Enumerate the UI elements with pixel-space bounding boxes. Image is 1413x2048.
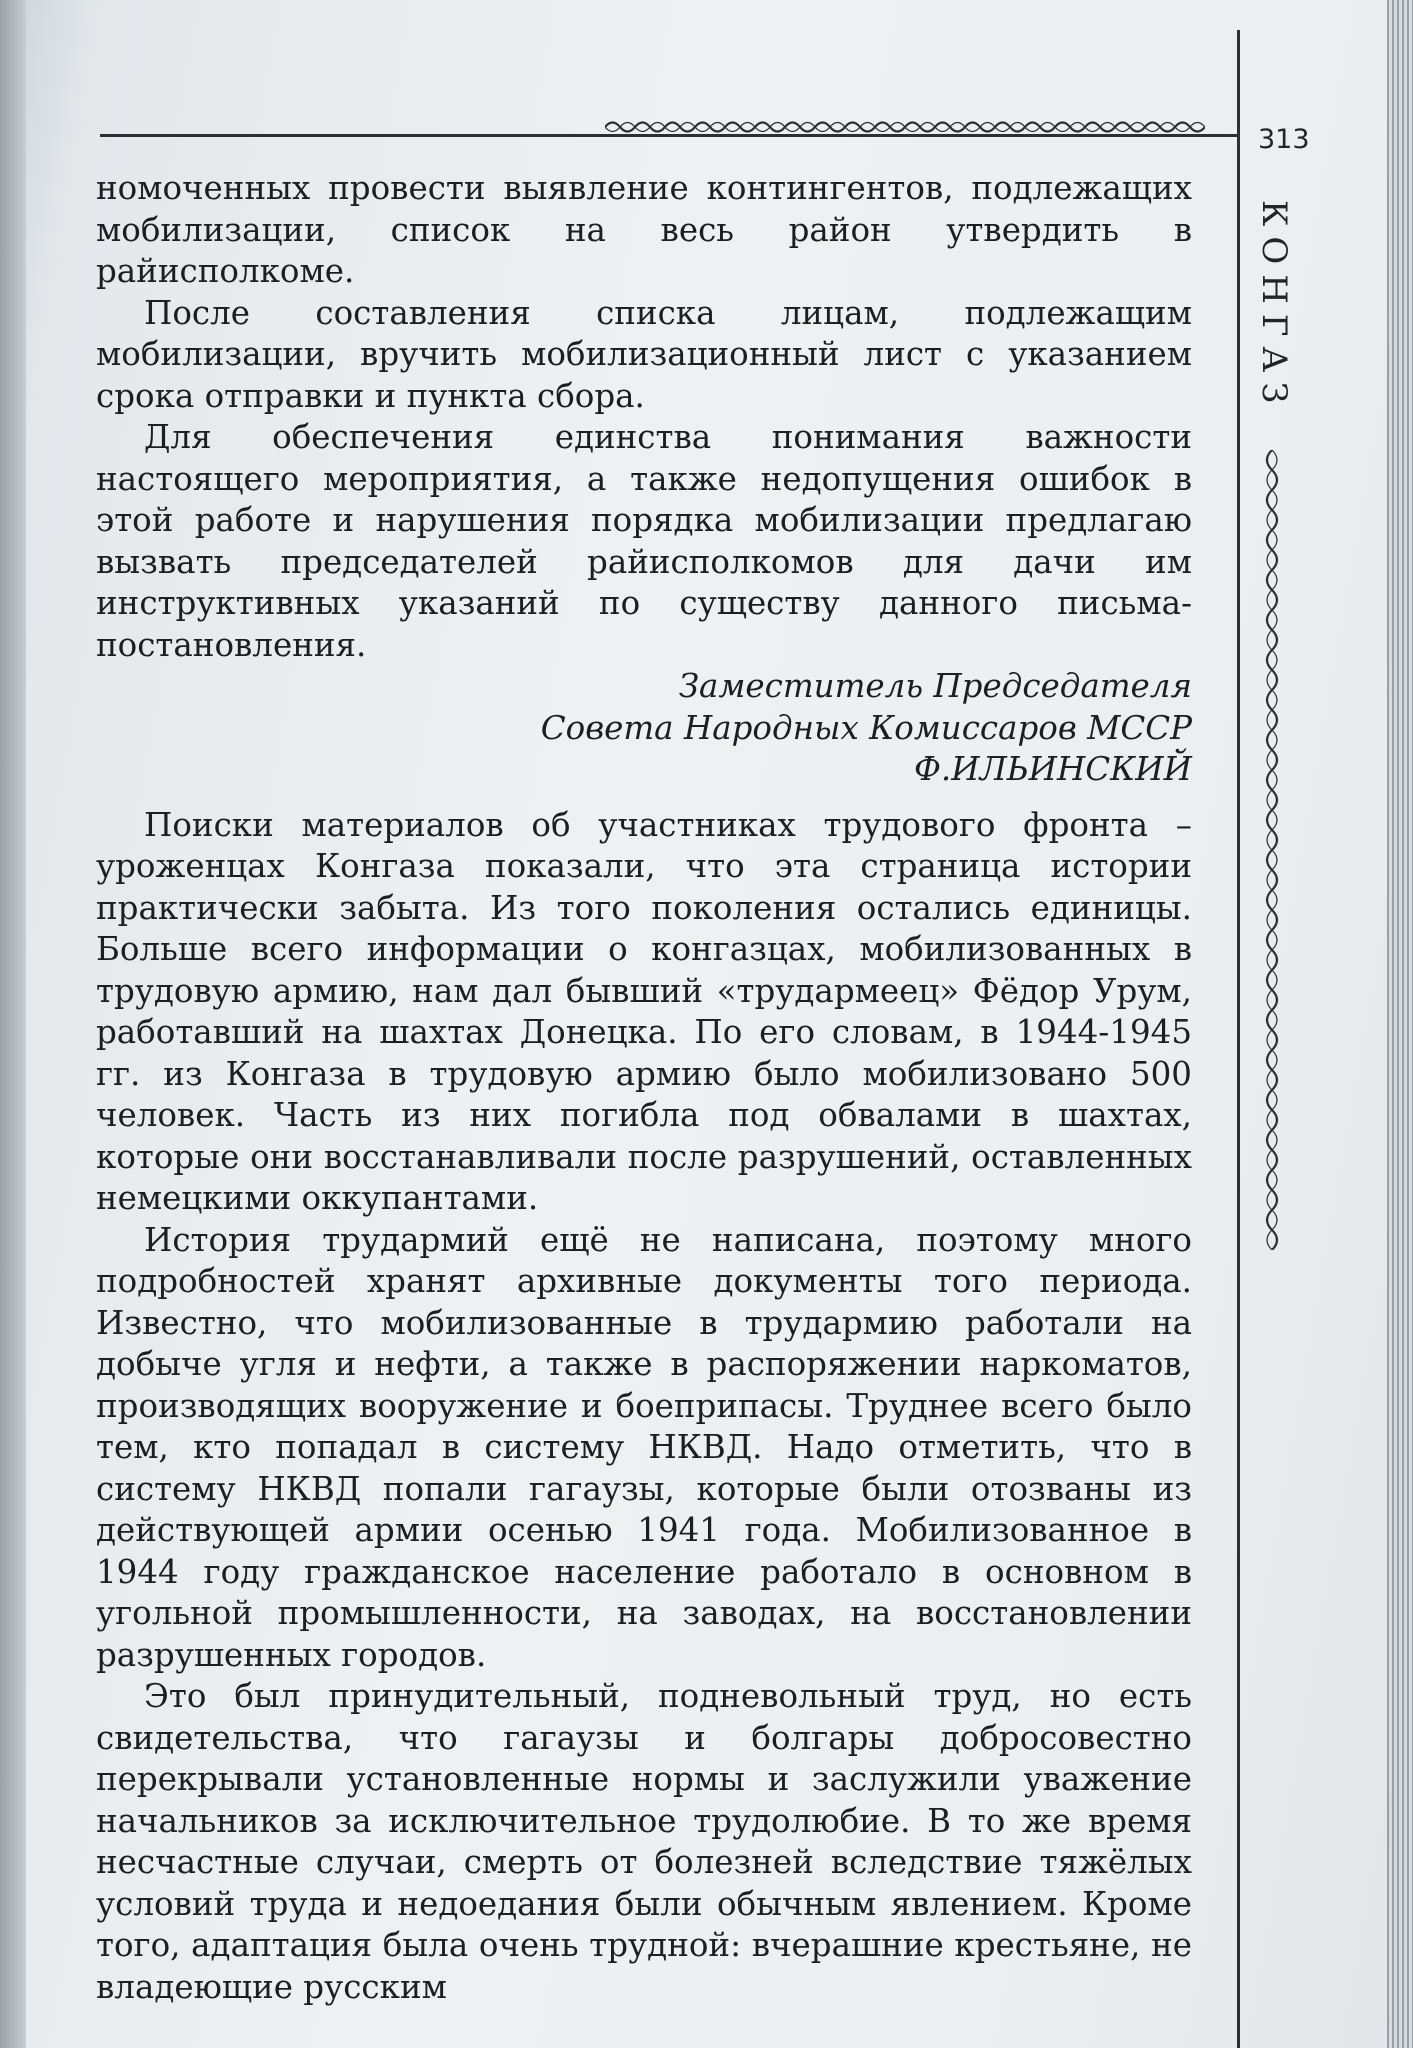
signature-name: Ф.ИЛЬИНСКИЙ xyxy=(913,750,1192,788)
body-text xyxy=(96,168,1192,2008)
paragraph: Для обеспечения единства понимания важности настоящего мероприятия, а также недопущения ошибок в этой работе и нарушения порядка мобилизации предлагаю вызвать председателей райисполкомов для дачи им инструктивных указаний по существу данного письма-постановления. xyxy=(96,418,1192,664)
section-title: КОНГАЗ xyxy=(1254,200,1294,414)
paragraph: История трудармий ещё не написана, поэтому много подробностей хранят архивные документы того периода. Известно, что мобилизованные в трудармию работали на добыче угля и нефти, а также в распоряжении наркоматов, производящих вооружение и боеприпасы. Труднее всего было тем, кто попадал в систему НКВД. Надо отметить, что в систему НКВД попали гагаузы, которые были отозваны из действующей армии осенью 1941 года. Мобилизованное в 1944 году гражданское население работало в основном в угольной промышленности, на заводах, на восстановлении разрушенных городов. xyxy=(96,1220,1192,1674)
paragraph: После составления списка лицам, подлежащим мобилизации, вручить мобилизационный лист с указанием срока отправки и пункта сбора. xyxy=(96,293,1192,415)
section-tab xyxy=(1249,200,1299,1060)
paragraph: Поиски материалов об участниках трудового фронта – уроженцах Конгаза показали, что эта страница истории практически забыта. Из того поколения остались единицы. Больше всего информации о конгазцах, мобилизованных в трудовую армию, нам дал бывший «трудармеец» Фёдор Урум, работавший на шахтах Донецка. По его словам, в 1944-1945 гг. из Конгаза в трудовую армию было мобилизовано 500 человек. Часть из них погибла под обвалами в шахтах, которые они восстанавливали после разрушений, оставленных немецкими оккупантами. xyxy=(96,805,1192,1217)
signature-title: Заместитель Председателя xyxy=(678,667,1192,705)
signature-block xyxy=(96,666,1192,791)
page-gutter-shadow xyxy=(0,0,26,2048)
margin-column-rule xyxy=(1237,30,1240,2048)
page-number: 313 xyxy=(1258,124,1310,155)
header-ornament xyxy=(605,117,1205,137)
vine-ornament-icon xyxy=(1255,450,1289,1250)
signature-organization: Совета Народных Комиссаров МССР xyxy=(540,708,1192,747)
page-stack-edges xyxy=(1387,0,1413,2048)
paragraph: Это был принудительный, подневольный труд, но есть свидетельства, что гагаузы и болгары добросовестно перекрывали установленные нормы и заслужили уважение начальников за исключительное трудолюбие. В то же время несчастные случаи, смерть от болезней вследствие тяжёлых условий труда и недоедания были обычным явлением. Кроме того, адаптация была очень трудной: вчерашние крестьяне, не владеющие русским xyxy=(96,1677,1192,2006)
paragraph: номоченных провести выявление контингентов, подлежащих мобилизации, список на весь район утвердить в райисполкоме. xyxy=(96,169,1192,290)
